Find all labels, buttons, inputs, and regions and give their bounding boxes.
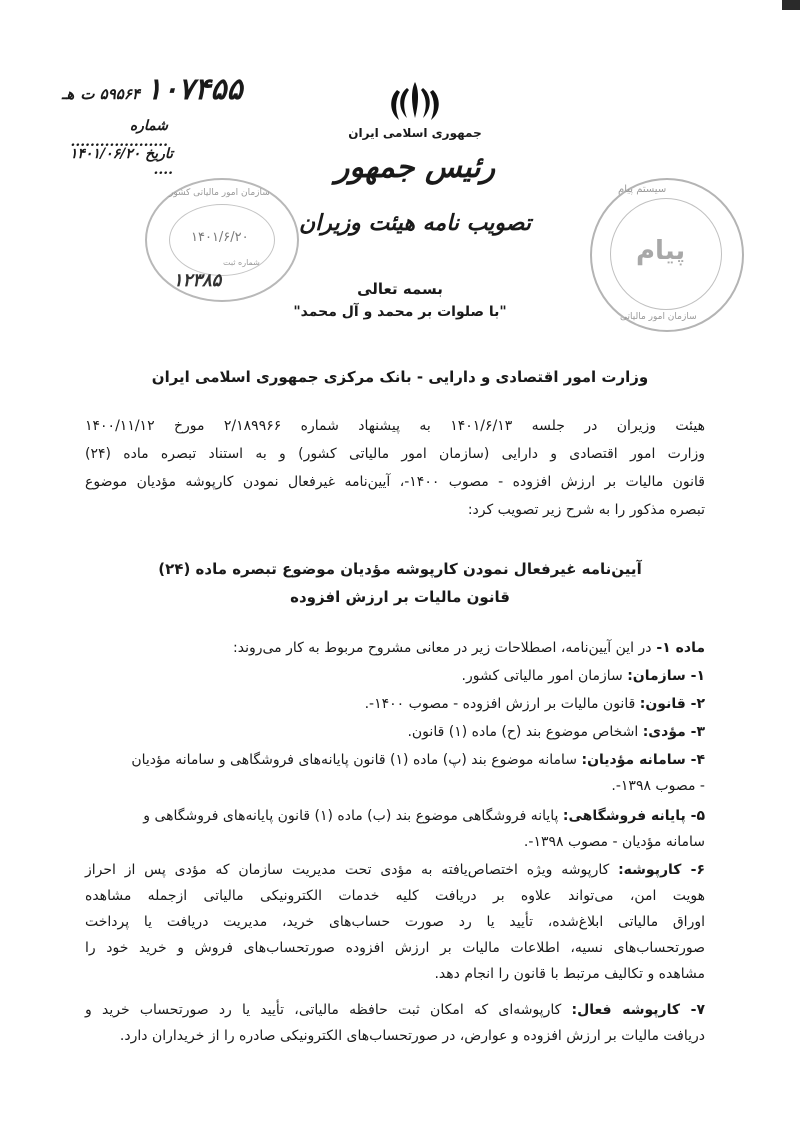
definition-6-line-4: صورتحساب‌های نسیه، اطلاعات مالیات بر ارزش افزوده صورتحساب‌های فروش و خرید خود را xyxy=(85,940,705,956)
article-1 xyxy=(233,640,705,656)
number-label: شماره xyxy=(129,118,168,134)
definition-2-term: ۲- قانون: xyxy=(639,696,705,712)
basmala: بسمه تعالی xyxy=(357,280,443,298)
definition-7-term: ۷- کارپوشه فعال: xyxy=(571,1002,705,1018)
date-field xyxy=(55,146,173,178)
definition-5-text: پایانه فروشگاهی موضوع بند (ب) ماده (۱) قانون پایانه‌های فروشگاهی و xyxy=(143,808,563,824)
iran-emblem-icon xyxy=(385,80,445,122)
regulation-title-line-1: آیین‌نامه غیرفعال نمودن کارپوشه مؤدیان موضوع تبصره ماده (۲۴) xyxy=(158,560,642,578)
definition-6 xyxy=(85,862,705,878)
intro-line-4: تبصره مذکور را به شرح زیر تصویب کرد: xyxy=(467,502,705,518)
intro-line-1: هیئت وزیران در جلسه ۱۴۰۱/۶/۱۳ به پیشنهاد شماره ۲/۱۸۹۹۶۶ مورخ ۱۴۰۰/۱۱/۱۲ xyxy=(85,418,705,434)
definition-6-line-5: مشاهده و تکالیف مرتبط با قانون را انجام دهد. xyxy=(434,966,705,982)
definition-3 xyxy=(407,724,705,740)
definition-5-term: ۵- پایانه فروشگاهی: xyxy=(562,808,705,824)
definition-6-term: ۶- کارپوشه: xyxy=(618,862,705,878)
salavat: "با صلوات بر محمد و آل محمد" xyxy=(293,304,507,320)
intro-line-3: قانون مالیات بر ارزش افزوده - مصوب ۱۴۰۰-، آیین‌نامه غیرفعال نمودن کارپوشه مؤدیان موضوع xyxy=(85,474,705,490)
letter-number-secondary: ۵۹۵۶۴ ت xyxy=(80,85,140,103)
definition-2-text: قانون مالیات بر ارزش افزوده - مصوب ۱۴۰۰-. xyxy=(364,696,640,712)
definition-6-line-1: کارپوشه ویژه اختصاص‌یافته به مؤدی تحت مدیریت سازمان که مؤدی پس از احراز xyxy=(85,862,619,878)
definition-6-line-3: اوراق مالیاتی ابلاغ‌شده، تأیید یا رد صورت حساب‌های خرید، مدیریت دریافت یا پرداخت xyxy=(85,914,705,930)
addressee: وزارت امور اقتصادی و دارایی - بانک مرکزی جمهوری اسلامی ایران xyxy=(151,368,649,386)
definition-3-term: ۳- مؤدی: xyxy=(642,724,705,740)
article-1-lead: ماده ۱- xyxy=(651,640,705,656)
cabinet-title: تصویب نامه هیئت وزیران xyxy=(299,210,531,236)
stamp-right-center-word: پیام xyxy=(636,236,686,266)
letter-number-main: ۱۰۷۴۵۵ xyxy=(145,72,243,107)
definition-1-text: سازمان امور مالیاتی کشور. xyxy=(461,668,628,684)
scan-edge-shadow xyxy=(782,0,800,10)
definition-6-line-2: هویت امن، می‌تواند علاوه بر دریافت کلیه خدمات الکترونیکی مالیاتی ازجمله مشاهده xyxy=(85,888,705,904)
stamp-left-number-label: شماره ثبت xyxy=(223,258,260,267)
date-label: تاریخ xyxy=(145,146,173,162)
stamp-left-number: ۱۲۳۸۵ xyxy=(173,270,222,291)
definition-4 xyxy=(131,752,705,768)
date-value: ۱۴۰۱/۰۶/۲۰ .... xyxy=(69,146,173,178)
definition-4-term: ۴- سامانه مؤدیان: xyxy=(581,752,705,768)
definition-2 xyxy=(365,696,705,712)
stamp-right-ring-text: سیستم پیام xyxy=(618,184,667,195)
letter-number xyxy=(62,72,243,107)
stamp-left-date: ۱۴۰۱/۶/۲۰ xyxy=(191,230,249,245)
definition-3-text: اشخاص موضوع بند (ح) ماده (۱) قانون. xyxy=(407,724,643,740)
definition-1-term: ۱- سازمان: xyxy=(627,668,705,684)
definition-7-line-2: دریافت مالیات بر ارزش افزوده و عوارض، در صورتحساب‌های الکترونیکی صادره را از خریداران دارد. xyxy=(119,1028,705,1044)
definition-4-continued: - مصوب ۱۳۹۸-. xyxy=(611,778,705,794)
republic-title: جمهوری اسلامی ایران xyxy=(348,126,482,140)
definition-5 xyxy=(143,808,705,824)
presidency-title: رئیس جمهور xyxy=(334,150,496,185)
intro-line-2: وزارت امور اقتصادی و دارایی (سازمان امور مالیاتی کشور) و به استناد تبصره ماده (۲۴) xyxy=(85,446,705,462)
definition-5-continued: سامانه مؤدیان - مصوب ۱۳۹۸-. xyxy=(523,834,705,850)
stamp-left-org: سازمان امور مالیاتی کشور xyxy=(169,188,270,198)
definition-7 xyxy=(85,1002,705,1018)
number-dots: .................... xyxy=(70,134,168,150)
letter-number-suffix: هـ xyxy=(62,85,75,103)
article-1-text: در این آیین‌نامه، اصطلاحات زیر در معانی مشروح مربوط به کار می‌روند: xyxy=(233,640,652,656)
definition-7-line-1: کارپوشه‌ای که امکان ثبت حافظه مالیاتی، تأیید یا رد صورتحساب خرید و xyxy=(85,1002,572,1018)
stamp-right-bottom-text: سازمان امور مالیاتی xyxy=(620,312,697,322)
regulation-title-line-2: قانون مالیات بر ارزش افزوده xyxy=(290,588,510,606)
definition-4-text: سامانه موضوع بند (پ) ماده (۱) قانون پایانه‌های فروشگاهی و سامانه مؤدیان xyxy=(131,752,582,768)
definition-1 xyxy=(462,668,705,684)
